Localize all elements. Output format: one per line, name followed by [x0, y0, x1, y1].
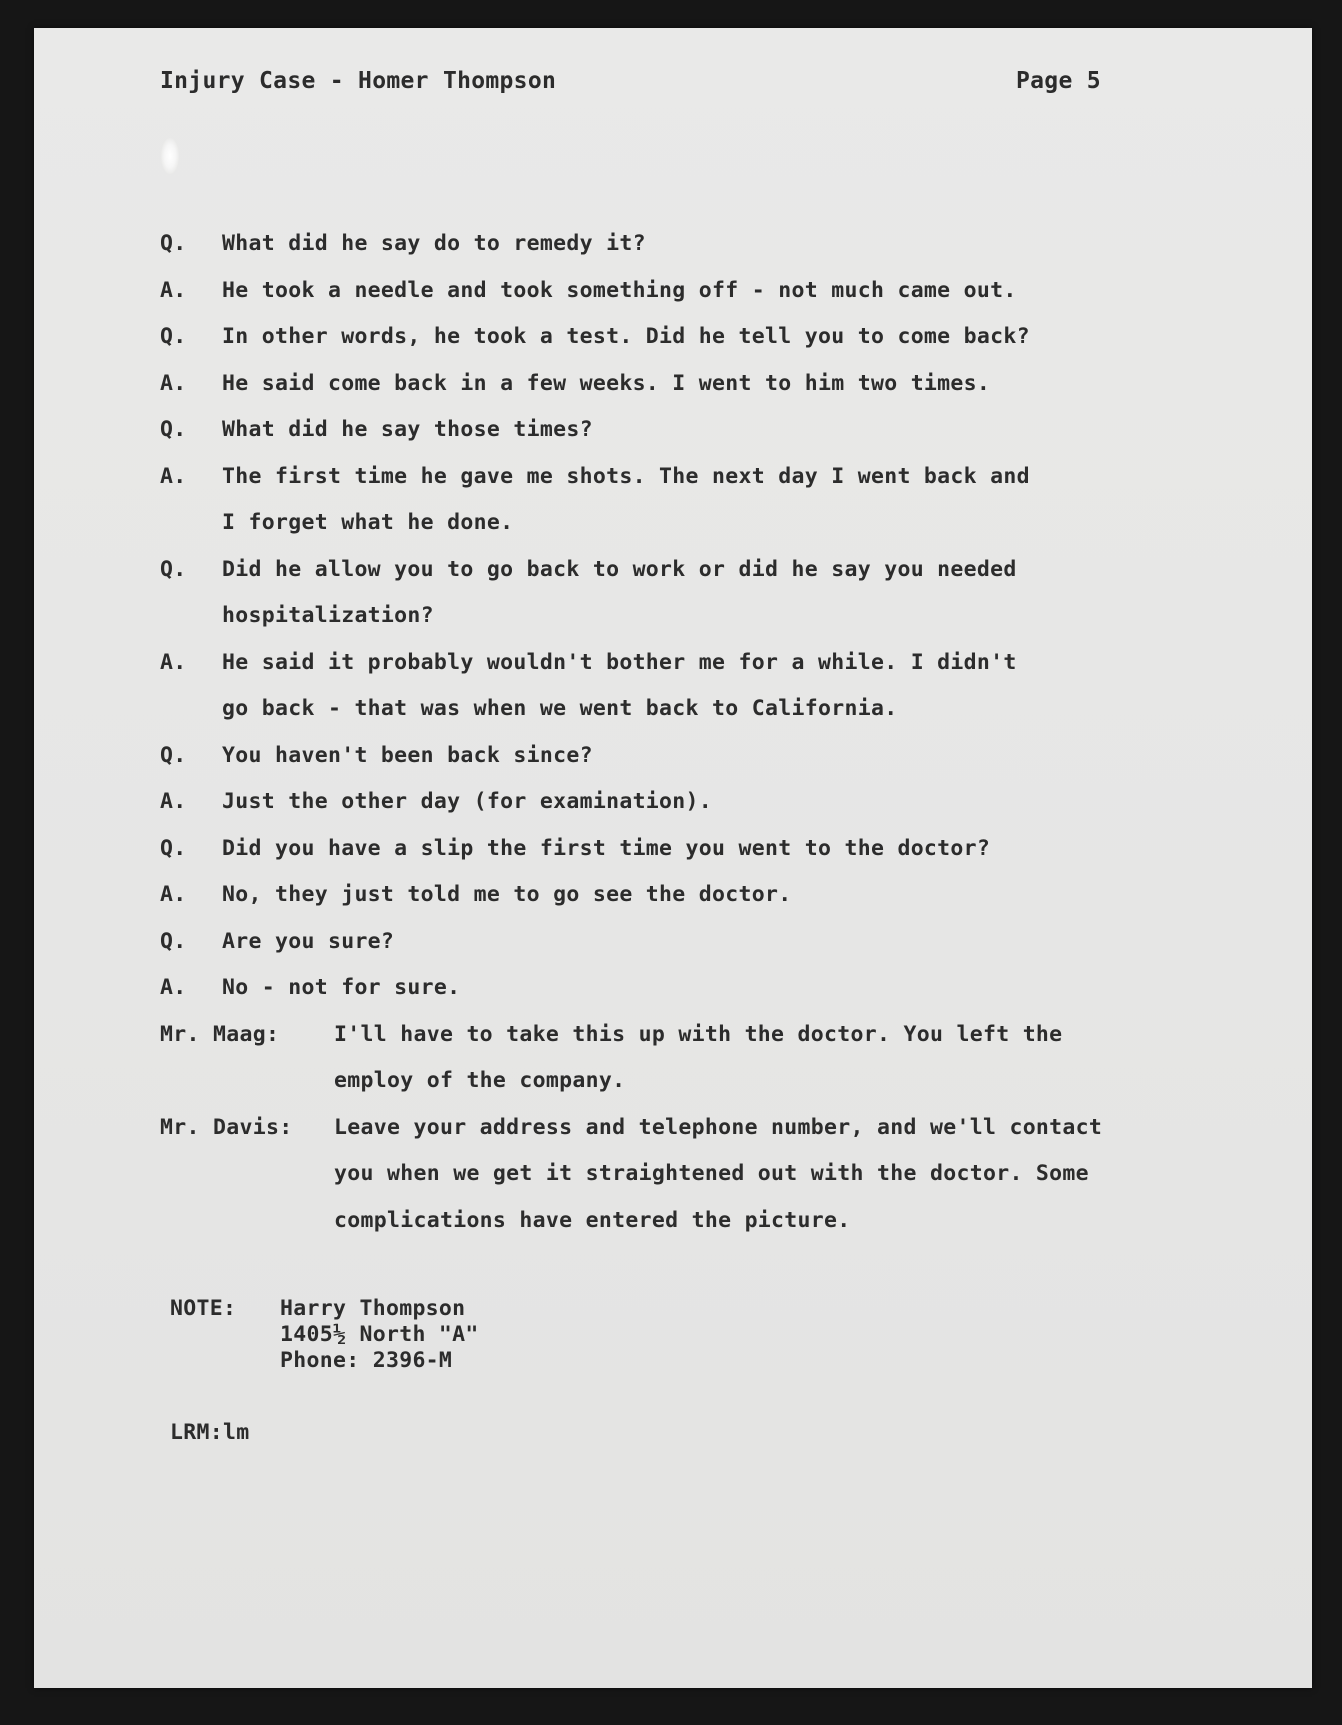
speaker-label: Q. — [160, 928, 187, 954]
statement-line: No - not for sure. — [222, 975, 461, 1000]
statement-text — [222, 547, 1270, 640]
colloquy-entry — [160, 1105, 1270, 1245]
statement-line: You haven't been back since? — [222, 742, 593, 768]
statement-text — [222, 268, 1270, 315]
paper-smudge — [161, 138, 179, 174]
note-line: Phone: 2396-M — [280, 1348, 453, 1373]
typist-initials: LRM:lm — [170, 1420, 250, 1445]
statement-text — [334, 1012, 1270, 1105]
speaker-label: A. — [160, 277, 187, 303]
statement-line: What did he say do to remedy it? — [222, 231, 646, 256]
statement-line: In other words, he took a test. Did he tell you to come back? — [222, 324, 1030, 349]
speaker-label: Q. — [160, 231, 187, 256]
statement-line: Just the other day (for examination). — [222, 789, 713, 814]
speaker-label: Q. — [160, 556, 187, 582]
speaker-label: A. — [160, 789, 187, 814]
statement-line: go back - that was when we went back to California. — [222, 696, 898, 721]
page-number: Page 5 — [1016, 68, 1101, 94]
statement-line: He took a needle and took something off - not much came out. — [222, 277, 1017, 303]
speaker-label: Q. — [160, 742, 187, 768]
qa-entry — [160, 361, 1270, 408]
statement-text — [222, 454, 1270, 547]
statement-text — [222, 407, 1270, 454]
statement-line: He said it probably wouldn't bother me for a while. I didn't — [222, 649, 1017, 675]
colloquy-entry — [160, 1012, 1270, 1105]
statement-text — [222, 965, 1270, 1012]
note-label: NOTE: — [170, 1296, 237, 1321]
statement-line: complications have entered the picture. — [334, 1207, 851, 1233]
speaker-label: A. — [160, 463, 187, 489]
statement-line: employ of the company. — [334, 1068, 626, 1093]
qa-entry — [160, 733, 1270, 780]
statement-text — [222, 872, 1270, 919]
statement-line: I forget what he done. — [222, 510, 514, 535]
statement-text — [334, 1105, 1270, 1245]
document-page — [34, 28, 1312, 1688]
statement-line: I'll have to take this up with the doctor. You left the — [334, 1021, 1063, 1047]
statement-text — [222, 733, 1270, 780]
qa-entry — [160, 872, 1270, 919]
statement-text — [222, 826, 1270, 873]
statement-line: He said come back in a few weeks. I went to him two times. — [222, 370, 991, 396]
statement-line: Did he allow you to go back to work or did he say you needed — [222, 556, 1017, 582]
statement-text — [222, 221, 1270, 268]
statement-text — [222, 919, 1270, 966]
qa-entry — [160, 221, 1270, 268]
statement-line: The first time he gave me shots. The next day I went back and — [222, 463, 1030, 489]
note-address — [280, 1296, 479, 1374]
speaker-label: Mr. Davis: — [160, 1114, 293, 1140]
speaker-label: Q. — [160, 324, 187, 349]
transcript — [160, 221, 1270, 1244]
statement-line: Are you sure? — [222, 928, 395, 954]
note-block — [170, 1296, 479, 1374]
statement-text — [222, 361, 1270, 408]
statement-text — [222, 779, 1270, 826]
qa-entry — [160, 314, 1270, 361]
statement-line: hospitalization? — [222, 603, 434, 628]
speaker-label: Q. — [160, 835, 187, 861]
statement-line: you when we get it straightened out with the doctor. Some — [334, 1161, 1089, 1186]
qa-entry — [160, 268, 1270, 315]
speaker-label: A. — [160, 975, 187, 1000]
qa-entry — [160, 640, 1270, 733]
qa-entry — [160, 547, 1270, 640]
case-title: Injury Case - Homer Thompson — [160, 68, 557, 94]
qa-entry — [160, 826, 1270, 873]
qa-entry — [160, 919, 1270, 966]
statement-line: Did you have a slip the first time you went to the doctor? — [222, 835, 991, 861]
speaker-label: A. — [160, 882, 187, 907]
statement-line: No, they just told me to go see the doctor. — [222, 882, 792, 907]
statement-text — [222, 314, 1270, 361]
qa-entry — [160, 407, 1270, 454]
qa-entry — [160, 454, 1270, 547]
speaker-label: A. — [160, 649, 187, 675]
qa-entry — [160, 779, 1270, 826]
note-line: Harry Thompson — [280, 1296, 466, 1321]
statement-line: What did he say those times? — [222, 417, 593, 442]
statement-text — [222, 640, 1270, 733]
speaker-label: Q. — [160, 417, 187, 442]
qa-entry — [160, 965, 1270, 1012]
statement-line: Leave your address and telephone number, and we'll contact — [334, 1114, 1103, 1140]
speaker-label: A. — [160, 370, 187, 396]
note-line: 1405½ North "A" — [280, 1322, 479, 1347]
speaker-label: Mr. Maag: — [160, 1021, 280, 1047]
